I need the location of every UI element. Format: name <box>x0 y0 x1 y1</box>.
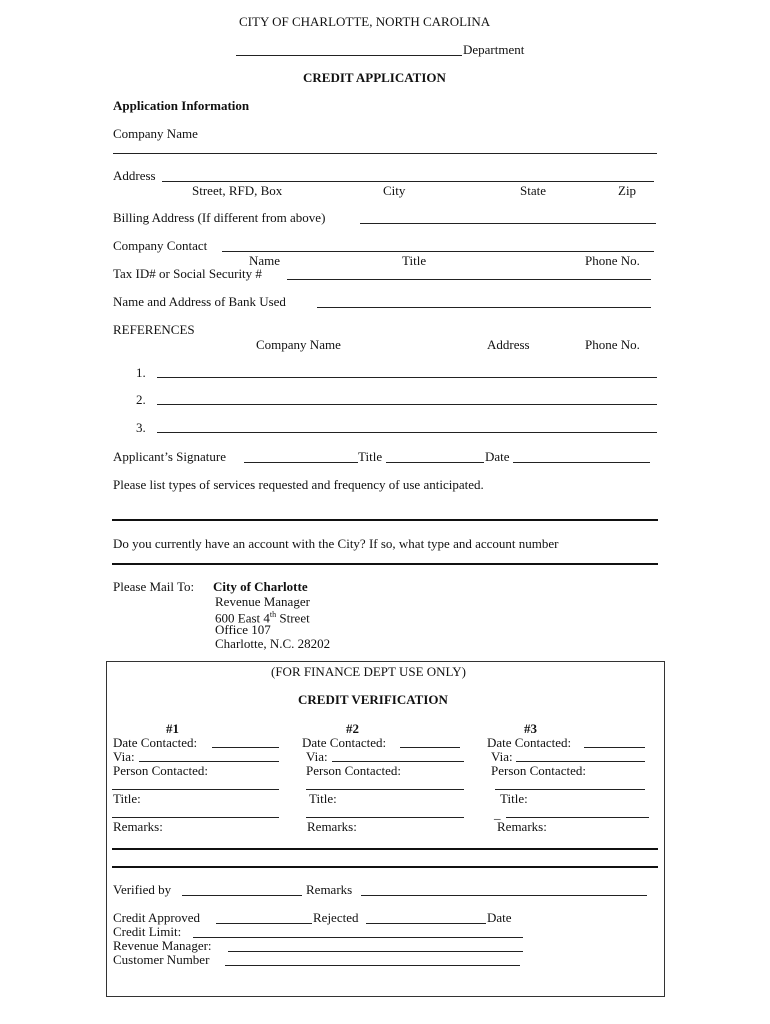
person-contacted-label: Person Contacted: <box>113 763 208 778</box>
references-address-caption: Address <box>487 337 530 352</box>
services-answer-line[interactable] <box>112 519 658 521</box>
verification-col-number: #2 <box>346 721 359 736</box>
tax-id-label: Tax ID# or Social Security # <box>113 266 262 281</box>
address-line[interactable] <box>162 181 654 182</box>
address-street-caption: Street, RFD, Box <box>192 183 283 198</box>
credit-verification-title: CREDIT VERIFICATION <box>298 692 448 707</box>
account-question: Do you currently have an account with the City? If so, what type and account number <box>113 536 559 551</box>
verification-col-number: #3 <box>524 721 537 736</box>
verification-title-label: Title: <box>113 791 141 806</box>
tax-id-line[interactable] <box>287 279 651 280</box>
reference-line-2[interactable] <box>157 404 657 405</box>
signature-title-label: Title <box>358 449 383 464</box>
billing-address-line[interactable] <box>360 223 656 224</box>
references-title: REFERENCES <box>113 322 195 337</box>
customer-number-label: Customer Number <box>113 952 210 967</box>
form-title: CREDIT APPLICATION <box>303 70 446 85</box>
verification-title-label: Title: <box>309 791 337 806</box>
address-city-caption: City <box>383 183 406 198</box>
bank-line[interactable] <box>317 307 651 308</box>
final-remarks-line[interactable] <box>361 895 647 896</box>
company-contact-line[interactable] <box>222 251 654 252</box>
remarks-label: Remarks: <box>113 819 163 834</box>
contact-title-caption: Title <box>402 253 427 268</box>
rejected-label: Rejected <box>313 910 359 925</box>
person-contacted-line[interactable] <box>495 789 645 790</box>
company-name-line[interactable] <box>113 153 657 154</box>
signature-date-line[interactable] <box>513 462 650 463</box>
reference-number: 3. <box>136 420 146 435</box>
rejected-line[interactable] <box>366 923 486 924</box>
via-line[interactable] <box>139 761 279 762</box>
date-contacted-label: Date Contacted: <box>113 735 198 750</box>
credit-limit-label: Credit Limit: <box>113 924 182 939</box>
verified-by-line[interactable] <box>182 895 302 896</box>
account-answer-line[interactable] <box>112 563 658 565</box>
bank-label: Name and Address of Bank Used <box>113 294 286 309</box>
mail-street-name: Street <box>276 610 310 626</box>
section-title-application-info: Application Information <box>113 98 250 113</box>
signature-line[interactable] <box>244 462 358 463</box>
department-label: Department <box>463 42 525 57</box>
reference-number: 2. <box>136 392 146 407</box>
verification-col-number: #1 <box>166 721 179 736</box>
services-question: Please list types of services requested and frequency of use anticipated. <box>113 477 484 492</box>
remarks-line-1[interactable] <box>112 848 658 850</box>
mail-to-label: Please Mail To: <box>113 579 195 594</box>
contact-name-caption: Name <box>249 253 281 268</box>
via-label: Via: <box>306 749 328 764</box>
mail-line: Revenue Manager <box>215 594 310 609</box>
revenue-manager-label: Revenue Manager: <box>113 938 212 953</box>
remarks-line-2[interactable] <box>112 866 658 868</box>
credit-approved-label: Credit Approved <box>113 910 201 925</box>
credit-limit-line[interactable] <box>193 937 523 938</box>
signature-date-label: Date <box>485 449 510 464</box>
remarks-label: Remarks: <box>307 819 357 834</box>
person-contacted-label: Person Contacted: <box>306 763 401 778</box>
verification-title-line[interactable] <box>112 817 279 818</box>
via-line[interactable] <box>332 761 464 762</box>
via-label: Via: <box>491 749 513 764</box>
references-company-caption: Company Name <box>256 337 341 352</box>
company-contact-label: Company Contact <box>113 238 208 253</box>
finance-use-only: (FOR FINANCE DEPT USE ONLY) <box>271 664 466 679</box>
via-line[interactable] <box>516 761 645 762</box>
verification-title-label: Title: <box>500 791 528 806</box>
customer-number-line[interactable] <box>225 965 520 966</box>
title-line-prefix: _ <box>494 806 501 821</box>
signature-title-line[interactable] <box>386 462 484 463</box>
billing-address-label: Billing Address (If different from above) <box>113 210 326 225</box>
verified-by-label: Verified by <box>113 882 172 897</box>
date-contacted-line[interactable] <box>400 747 460 748</box>
mail-street-number: 600 East 4 <box>215 610 270 626</box>
verification-title-line[interactable] <box>306 817 464 818</box>
verification-title-line[interactable] <box>506 817 649 818</box>
approval-date-label: Date <box>487 910 512 925</box>
credit-approved-line[interactable] <box>216 923 312 924</box>
date-contacted-line[interactable] <box>584 747 645 748</box>
reference-line-1[interactable] <box>157 377 657 378</box>
city-heading: CITY OF CHARLOTTE, NORTH CAROLINA <box>239 14 491 29</box>
date-contacted-label: Date Contacted: <box>302 735 387 750</box>
company-name-label: Company Name <box>113 126 198 141</box>
mail-name: City of Charlotte <box>213 579 308 594</box>
department-input-line[interactable] <box>236 55 462 56</box>
person-contacted-label: Person Contacted: <box>491 763 586 778</box>
date-contacted-label: Date Contacted: <box>487 735 572 750</box>
person-contacted-line[interactable] <box>112 789 279 790</box>
mail-street-suffix: th <box>269 610 277 619</box>
references-phone-caption: Phone No. <box>585 337 640 352</box>
date-contacted-line[interactable] <box>212 747 279 748</box>
address-state-caption: State <box>520 183 546 198</box>
remarks-label: Remarks: <box>497 819 547 834</box>
signature-label: Applicant’s Signature <box>113 449 227 464</box>
revenue-manager-line[interactable] <box>228 951 523 952</box>
via-label: Via: <box>113 749 135 764</box>
mail-line: Office 107 <box>215 622 271 637</box>
person-contacted-line[interactable] <box>306 789 464 790</box>
reference-line-3[interactable] <box>157 432 657 433</box>
address-label: Address <box>113 168 156 183</box>
mail-line: Charlotte, N.C. 28202 <box>215 636 331 651</box>
final-remarks-label: Remarks <box>306 882 353 897</box>
address-zip-caption: Zip <box>618 183 637 198</box>
reference-number: 1. <box>136 365 146 380</box>
contact-phone-caption: Phone No. <box>585 253 640 268</box>
